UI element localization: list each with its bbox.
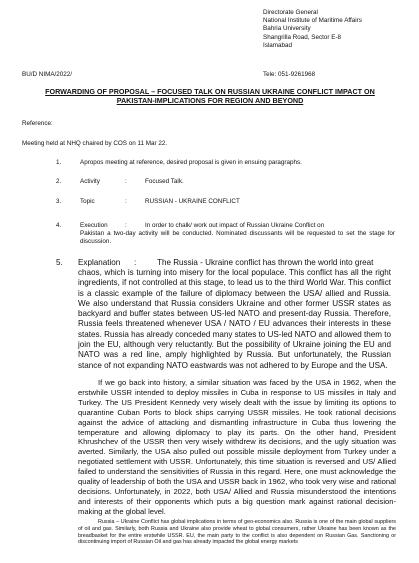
item-colon: : [125, 178, 127, 185]
item-label: Execution [80, 222, 108, 229]
explanation-label-text: Explanation [78, 258, 121, 267]
item-2 [0, 178, 419, 188]
item-value: In order to chalk/ work out impact of Russian Ukraine Conflict on [145, 222, 325, 229]
document-title: FORWARDING OF PROPOSAL – FOCUSED TALK ON RUSSIAN UKRAINE CONFLICT IMPACT ON PAKISTAN-IMPLICATIONS FOR REGION AND BEYOND [45, 87, 375, 105]
item-number: 5. [56, 258, 63, 267]
item-number: 1. [56, 159, 62, 166]
geo-economics-paragraph: Russia – Ukraine Conflict has global implications in terms of geo-economics also. Russia is one of the main global suppliers of oil and gas. Similarly, both Russia and Ukraine also provide wheat to global consumers, rather Ukraine has been known as the breadbasket for the entire erstwhile USSR. EU, the main party to the conflict is also dependent on Russian Gas. Sanctioning or discontinuing import of Russian Oil and gas has already impacted the global energy markets [78, 519, 396, 546]
address-line: Directorate General [263, 9, 318, 16]
address-line: Bahria University [263, 25, 311, 33]
item-value: RUSSIAN - UKRAINE CONFLICT [145, 198, 240, 205]
meeting-note: Meeting held at NHQ chaired by COS on 11 Mar 22. [22, 140, 168, 147]
explanation-body: chaos, which is turning into misery for the local populace. This conflict has all the right ingredients, if not controlled at this stage, to lead us to the third World War. This conflict is a classic example of the failure of diplomacy between the USA/ allied and Russia. We also understand that Russia considers Ukraine and other former USSR states as backyard and buffer states between US-led NATO and present-day Russia. Therefore, Russia feels threatened whenever USA / NATO / EU advances their interests in these states. Russia has already conceded many states to US-led NATO and allowed them to join the EU, although very reluctantly. But the possibility of Ukraine joining the EU and NATO was a red line, amply highlighted by Russia. But unfortunately, the Russian stance of not expanding NATO eastwards was not adhered to by Europe and the USA. [78, 268, 391, 370]
item-text: Apropos meeting at reference, desired proposal is given in ensuing paragraphs. [80, 159, 302, 166]
item-3 [0, 198, 419, 208]
explanation-first-line: The Russia - Ukraine conflict has thrown the world into great [157, 258, 374, 267]
item-colon: : [125, 198, 127, 205]
telephone: Tele: 051-9261968 [263, 71, 316, 78]
address-block [263, 9, 362, 50]
item-label: Activity [80, 178, 100, 185]
item-1 [0, 159, 419, 169]
item-4 [0, 222, 419, 252]
file-reference: BU/D NIMA/2022/ [22, 71, 73, 78]
reference-label: Reference: [22, 120, 53, 127]
address-line: Shangrilla Road, Sector E-8 [263, 33, 342, 41]
explanation-label [78, 258, 137, 268]
explanation-colon: : [134, 258, 137, 267]
item-continuation: Pakistan a two-day activity will be conducted. Nominated discussants will be requested to set the stage for discussion. [80, 230, 395, 245]
item-value: Focused Talk. [145, 178, 184, 185]
address-line: National Institute of Maritime Affairs [263, 17, 362, 25]
address-line: Islamabad [263, 41, 293, 49]
item-number: 2. [56, 178, 62, 185]
history-paragraph: If we go back into history, a similar situation was faced by the USA in 1962, when the erstwhile USSR intended to deploy missiles in Cuba in response to US missiles in Italy and Turkey. The US President Kennedy very wisely dealt with the issue by limiting its options to quarantine Cuban Ports to block ships carrying USSR missiles. He took rational decisions against the advice of attacking and dismantling infrastructure in Cuba thus lowering the temperature and allowing diplomacy to play its parts. On the other hand, President Khrushchev of the USSR then very wisely withdrew its decisions, and the ugly situation was averted. Similarly, the USA also pulled out possible missile deployment from Turkey under a negotiated settlement with USSR. Unfortunately, this time situation is reversed and US/ Allied failed to understand the sensitivities of Russia in this regard. Here, one must acknowledge the quality of leadership of both the USA and USSR back in 1962, who took very wise and rational decisions. Unfortunately, in 2022, both USA/ Allied and Russia misunderstood the intentions and interests of their opponents which puts a big question mark against rational decision-making at the global level. [78, 378, 396, 516]
item-number: 4. [56, 222, 62, 229]
item-colon: : [125, 222, 127, 229]
item-number: 3. [56, 198, 62, 205]
item-label: Topic [80, 198, 95, 205]
